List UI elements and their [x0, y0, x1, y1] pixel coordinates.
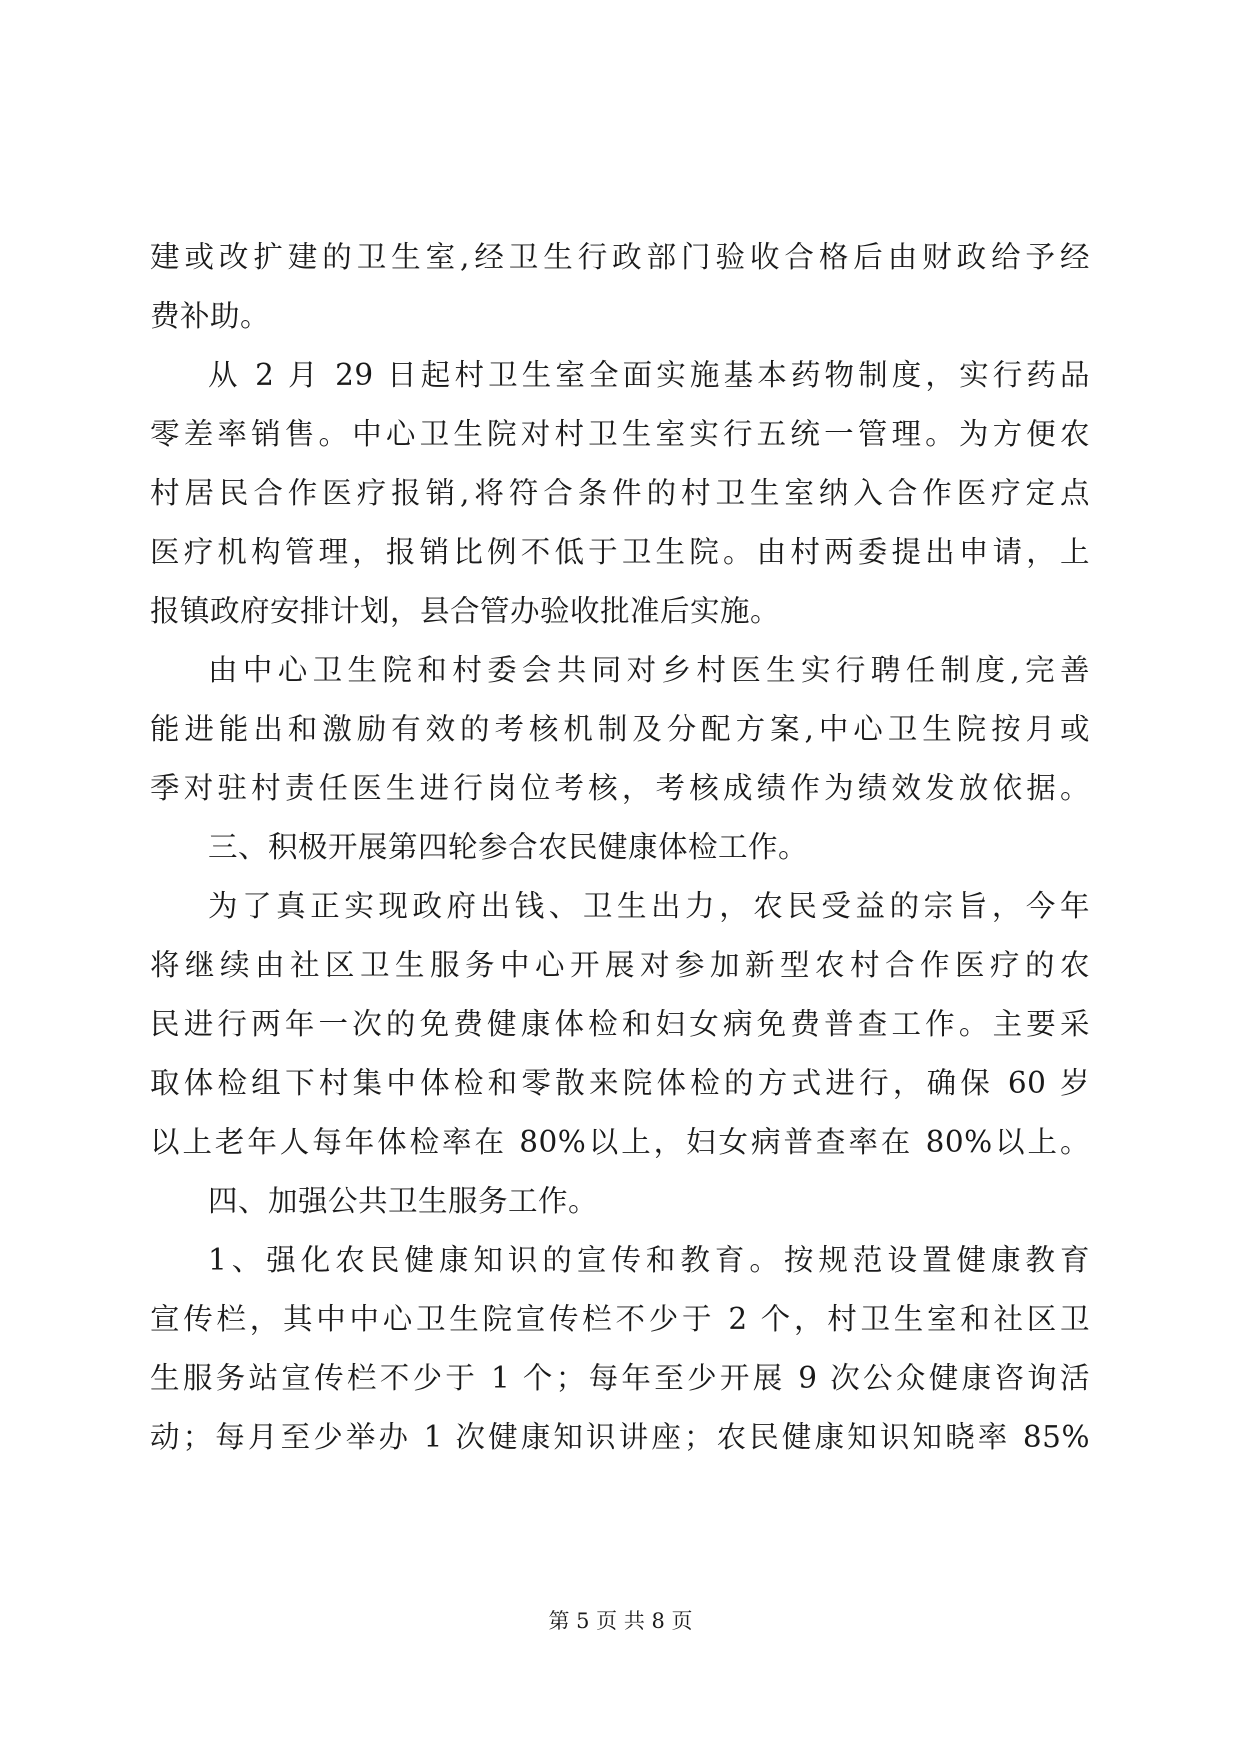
document-body [150, 228, 1090, 1467]
text-line: 取体检组下村集中体检和零散来院体检的方式进行，确保 60 岁 [150, 1066, 1090, 1100]
text-line: 以上老年人每年体检率在 80%以上，妇女病普查率在 80%以上。 [150, 1125, 1090, 1159]
text-line: 由中心卫生院和村委会共同对乡村医生实行聘任制度,完善 [208, 653, 1090, 687]
text-line: 从 2 月 29 日起村卫生室全面实施基本药物制度，实行药品 [208, 358, 1090, 392]
page-footer: 第 5 页 共 8 页 [548, 1609, 693, 1633]
text-line: 四、加强公共卫生服务工作。 [208, 1184, 599, 1218]
text-line: 动；每月至少举办 1 次健康知识讲座；农民健康知识知晓率 85% [150, 1420, 1090, 1454]
text-line: 村居民合作医疗报销,将符合条件的村卫生室纳入合作医疗定点 [150, 476, 1090, 510]
text-line: 季对驻村责任医生进行岗位考核，考核成绩作为绩效发放依据。 [150, 771, 1090, 805]
text-line: 建或改扩建的卫生室,经卫生行政部门验收合格后由财政给予经 [150, 240, 1090, 274]
text-line: 民进行两年一次的免费健康体检和妇女病免费普查工作。主要采 [150, 1007, 1090, 1041]
text-line: 能进能出和激励有效的考核机制及分配方案,中心卫生院按月或 [150, 712, 1090, 746]
text-line: 零差率销售。中心卫生院对村卫生室实行五统一管理。为方便农 [150, 417, 1090, 451]
text-line: 将继续由社区卫生服务中心开展对参加新型农村合作医疗的农 [150, 948, 1090, 982]
text-line: 生服务站宣传栏不少于 1 个；每年至少开展 9 次公众健康咨询活 [150, 1361, 1090, 1395]
text-line: 为了真正实现政府出钱、卫生出力，农民受益的宗旨，今年 [208, 889, 1090, 923]
text-line: 三、积极开展第四轮参合农民健康体检工作。 [208, 830, 809, 864]
text-line: 宣传栏，其中中心卫生院宣传栏不少于 2 个，村卫生室和社区卫 [150, 1302, 1090, 1336]
text-line: 1、强化农民健康知识的宣传和教育。按规范设置健康教育 [208, 1243, 1090, 1277]
text-line: 费补助。 [150, 299, 271, 333]
text-line: 报镇政府安排计划，县合管办验收批准后实施。 [150, 594, 781, 628]
text-line: 医疗机构管理，报销比例不低于卫生院。由村两委提出申请，上 [150, 535, 1090, 569]
